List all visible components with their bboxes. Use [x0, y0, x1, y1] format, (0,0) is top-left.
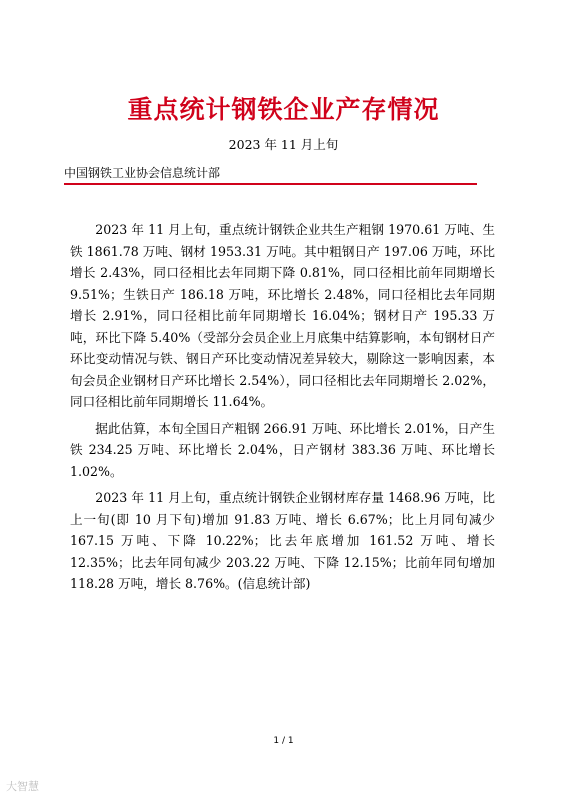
paragraph-production: 2023 年 11 月上旬，重点统计钢铁企业共生产粗钢 1970.61 万吨、生铁 1861.78 万吨、钢材 1953.31 万吨。其中粗钢日产 197.06 万吨，环比增长 2.43%，同口径相比去年同期下降 0.81%，同口径相比前年同期增长 9.51%；生铁日产 186.18 万吨，环比增长 2.48%，同口径相比去年同期增长 2.91%，同口径相比前年同期增长 16.04%；钢材日产 195.33 万吨，环比下降 5.40%（受部分会员企业上月底集中结算影响，本旬钢材日产环比变动情况与铁、钢日产环比变动情况差异较大，剔除这一影响因素，本旬会员企业钢材日产环比增长 2.54%），同口径相比去年同期增长 2.02%，同口径相比前年同期增长 11.64%。	[70, 222, 495, 409]
paragraph-national-estimate: 据此估算，本旬全国日产粗钢 266.91 万吨、环比增长 2.01%，日产生铁 234.25 万吨、环比增长 2.04%，日产钢材 383.36 万吨、环比增长 1.02%。	[70, 420, 495, 479]
document-date: 2023 年 11 月上旬	[228, 137, 339, 152]
header-divider	[64, 183, 477, 185]
page-number: 1 / 1	[273, 736, 294, 746]
document-title: 重点统计钢铁企业产存情况	[127, 95, 440, 124]
watermark-logo: 大智慧	[6, 780, 39, 793]
paragraph-inventory: 2023 年 11 月上旬，重点统计钢铁企业钢材库存量 1468.96 万吨，比上一旬(即 10 月下旬)增加 91.83 万吨、增长 6.67%；比上月同旬减少 167.15 万吨、下降 10.22%；比去年底增加 161.52 万吨、增长 12.35%；比去年同旬减少 203.22 万吨、下降 12.15%；比前年同旬增加 118.28 万吨，增长 8.76%。(信息统计部)	[70, 490, 495, 591]
issuer-line: 中国钢铁工业协会信息统计部	[64, 166, 221, 180]
document-body	[70, 219, 495, 600]
